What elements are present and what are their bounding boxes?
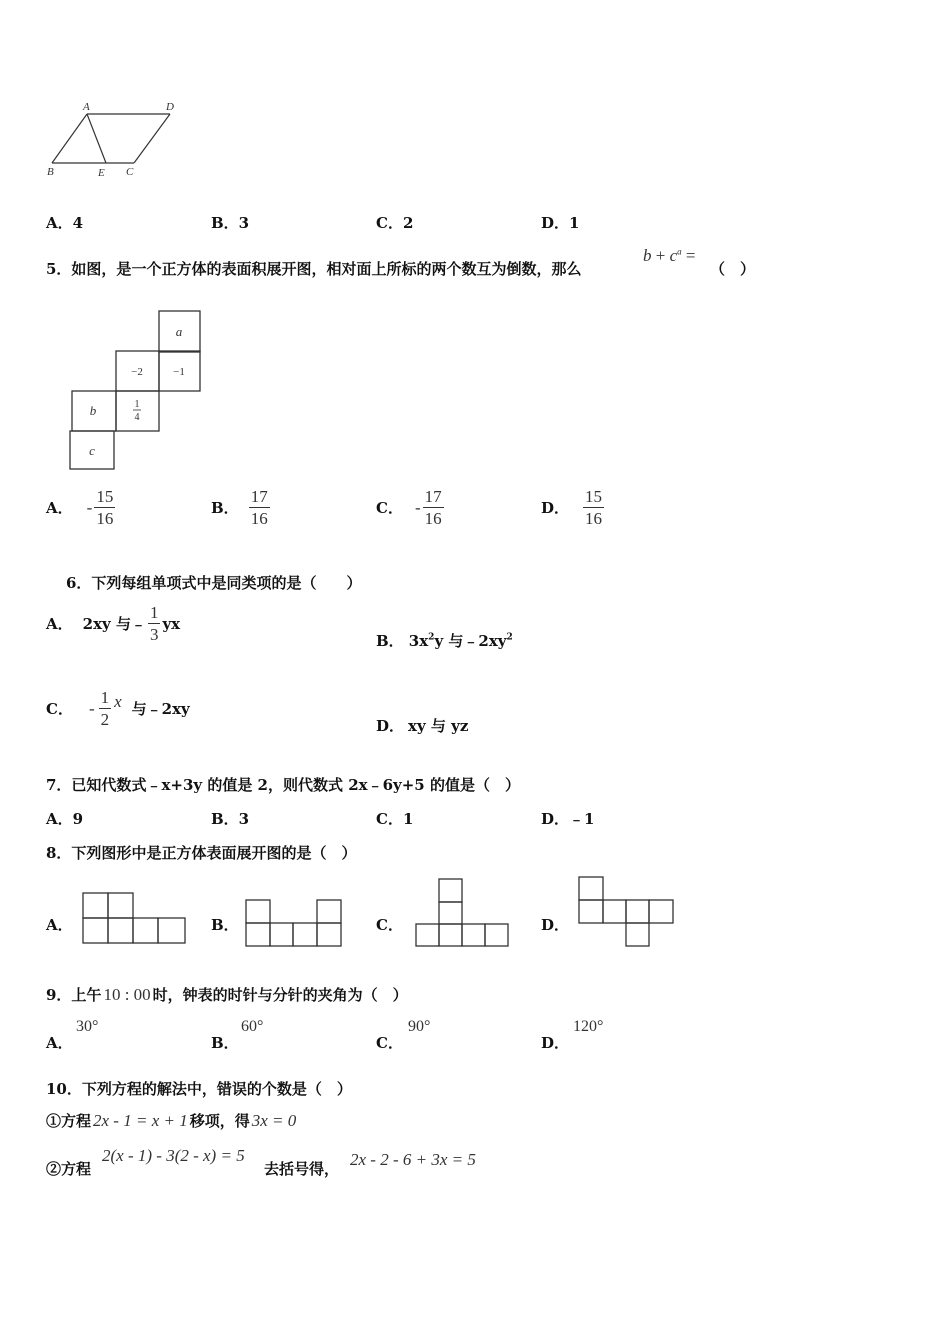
q9-option-d[interactable] (541, 1018, 681, 1052)
q6-option-b-s2: 2 (506, 632, 513, 643)
net-label-c: c (89, 443, 95, 458)
q9-time: 10 : 00 (103, 984, 151, 1004)
label-e: E (98, 167, 105, 179)
net-label-minus1: −1 (173, 366, 185, 378)
q4-option-b[interactable]: B．3 (211, 214, 250, 232)
q9-stem-pre: 9．上午 (46, 986, 102, 1004)
cube-net-figure (66, 306, 206, 476)
q6-option-c-sign: - (88, 698, 95, 718)
q5-option-d-fraction: $\frac{15}{16}$ (585, 487, 603, 528)
q5-option-a-label: A． (46, 499, 73, 518)
q4-option-a[interactable]: A．4 (46, 214, 84, 232)
q10-s1-result: 3x = 0 (251, 1110, 297, 1130)
q10-s2-result: 2x - 2 - 6 + 3x = 5 (350, 1150, 476, 1169)
q6-option-d-text: xy 与 yz (408, 717, 469, 735)
q5-option-a[interactable] (46, 488, 115, 528)
q10-s2-mid: 去括号得， (264, 1160, 340, 1178)
segment-ae (87, 114, 106, 163)
q10-s1-pre: ①方程 (46, 1112, 92, 1130)
q10-s1-equation: 2x - 1 = x + 1 (93, 1110, 188, 1130)
q7-option-d[interactable]: D．﹣1 (541, 810, 595, 828)
q5-option-d-label: D． (541, 499, 570, 518)
label-d: D (166, 101, 174, 113)
q6-option-b-t2: y 与﹣2xy (434, 632, 507, 650)
q5-option-a-fraction: $\frac{15}{16}$ (96, 487, 114, 528)
q9-stem (46, 984, 408, 1005)
q6-option-b-s1: 2 (428, 632, 435, 643)
q10-statement-1 (46, 1110, 296, 1131)
q5-expression (643, 246, 695, 266)
q6-option-c-x: x (114, 691, 122, 711)
q9-option-a-label: A． (46, 1034, 73, 1052)
q6-option-a[interactable] (46, 604, 180, 644)
q6-option-a-pre: 2xy 与﹣ (82, 615, 146, 634)
q10-s1-mid: 移项，得 (189, 1112, 250, 1130)
q8-net-c[interactable] (414, 877, 512, 949)
q5-paren: （ ） (710, 260, 756, 278)
q6-option-b-label: B． (376, 632, 404, 650)
q9-option-d-value: 120° (573, 1018, 604, 1035)
net-label-quarter-den: 4 (134, 412, 140, 423)
q9-option-c[interactable] (376, 1018, 516, 1052)
q5-option-c-sign: - (414, 497, 421, 517)
q4-option-c[interactable]: C．2 (376, 214, 414, 232)
q9-option-d-label: D． (541, 1034, 570, 1052)
q6-option-c-label: C． (46, 700, 73, 719)
net-label-minus2: −2 (131, 366, 143, 378)
q9-option-c-value: 90° (408, 1018, 431, 1035)
q6-option-a-post: yx (162, 614, 181, 633)
q6-option-b[interactable] (376, 630, 513, 651)
q10-statement-2 (46, 1146, 566, 1186)
q7-stem: 7．已知代数式﹣x+3y 的值是 2，则代数式 2x﹣6y+5 的值是（ ） (46, 776, 520, 794)
q8-option-c-label[interactable]: C． (376, 916, 403, 934)
q9-option-a[interactable] (46, 1018, 186, 1052)
q10-stem: 10．下列方程的解法中，错误的个数是（ ） (46, 1080, 352, 1098)
q6-option-d[interactable] (376, 715, 468, 736)
q5-option-c-fraction: $\frac{17}{16}$ (424, 487, 442, 528)
label-a: A (83, 101, 90, 113)
q6-option-b-t1: 3x (408, 632, 429, 650)
q5-expr-c: c (669, 246, 678, 265)
q5-expr-b: b (643, 246, 652, 265)
q6-stem: 6．下列每组单项式中是同类项的是（ ） (66, 574, 362, 592)
q8-option-a-label[interactable]: A． (46, 916, 73, 934)
q5-option-b-label: B． (211, 499, 239, 518)
net-label-b: b (89, 403, 97, 418)
q9-option-b-label: B． (211, 1034, 239, 1052)
q9-option-b-value: 60° (241, 1018, 264, 1035)
q6-option-d-label: D． (376, 717, 405, 735)
q4-option-d[interactable]: D．1 (541, 214, 580, 232)
q7-option-c[interactable]: C．1 (376, 810, 414, 828)
label-b: B (47, 166, 54, 178)
q8-option-b-label[interactable]: B． (211, 916, 239, 934)
side-dc (134, 114, 170, 163)
q5-expr-plus: + (655, 246, 666, 265)
q5-option-c[interactable] (376, 488, 444, 528)
net-label-quarter-num: 1 (134, 399, 140, 410)
q6-option-c[interactable] (46, 689, 190, 729)
label-c: C (126, 166, 134, 178)
q8-net-a[interactable] (82, 892, 188, 946)
q5-expr-eq: = (685, 246, 696, 265)
q9-option-c-label: C． (376, 1034, 403, 1052)
q6-option-a-label: A． (46, 615, 73, 634)
q7-option-a[interactable]: A．9 (46, 810, 84, 828)
net-label-a: a (175, 324, 183, 339)
q7-option-b[interactable]: B．3 (211, 810, 250, 828)
q5-option-b-fraction: $\frac{17}{16}$ (250, 487, 268, 528)
q5-expr-a: a (677, 246, 682, 257)
parallelogram-figure (40, 96, 200, 186)
q5-option-c-label: C． (376, 499, 403, 518)
q9-option-b[interactable] (211, 1018, 351, 1052)
q6-option-a-fraction: $\frac{1}{3}$ (149, 603, 159, 644)
q5-option-a-sign: - (86, 497, 93, 517)
q9-option-a-value: 30° (76, 1018, 99, 1035)
q10-s2-equation: 2(x - 1) - 3(2 - x) = 5 (102, 1146, 245, 1165)
q5-option-b[interactable] (211, 488, 270, 528)
q10-s2-pre: ②方程 (46, 1160, 92, 1178)
q8-stem: 8．下列图形中是正方体表面展开图的是（ ） (46, 844, 357, 862)
q8-net-d[interactable] (577, 875, 677, 949)
q8-net-b[interactable] (244, 898, 344, 948)
q5-option-d[interactable] (541, 488, 604, 528)
side-ab (52, 114, 87, 163)
q8-option-d-label[interactable]: D． (541, 916, 570, 934)
q5-stem: 5．如图，是一个正方体的表面积展开图，相对面上所标的两个数互为倒数，那么 (46, 260, 582, 278)
q6-option-c-post: 与﹣2xy (131, 700, 190, 719)
q6-option-c-fraction: $\frac{1}{2}$ (100, 688, 110, 729)
q9-stem-post: 时，钟表的时针与分针的夹角为（ ） (152, 986, 408, 1004)
